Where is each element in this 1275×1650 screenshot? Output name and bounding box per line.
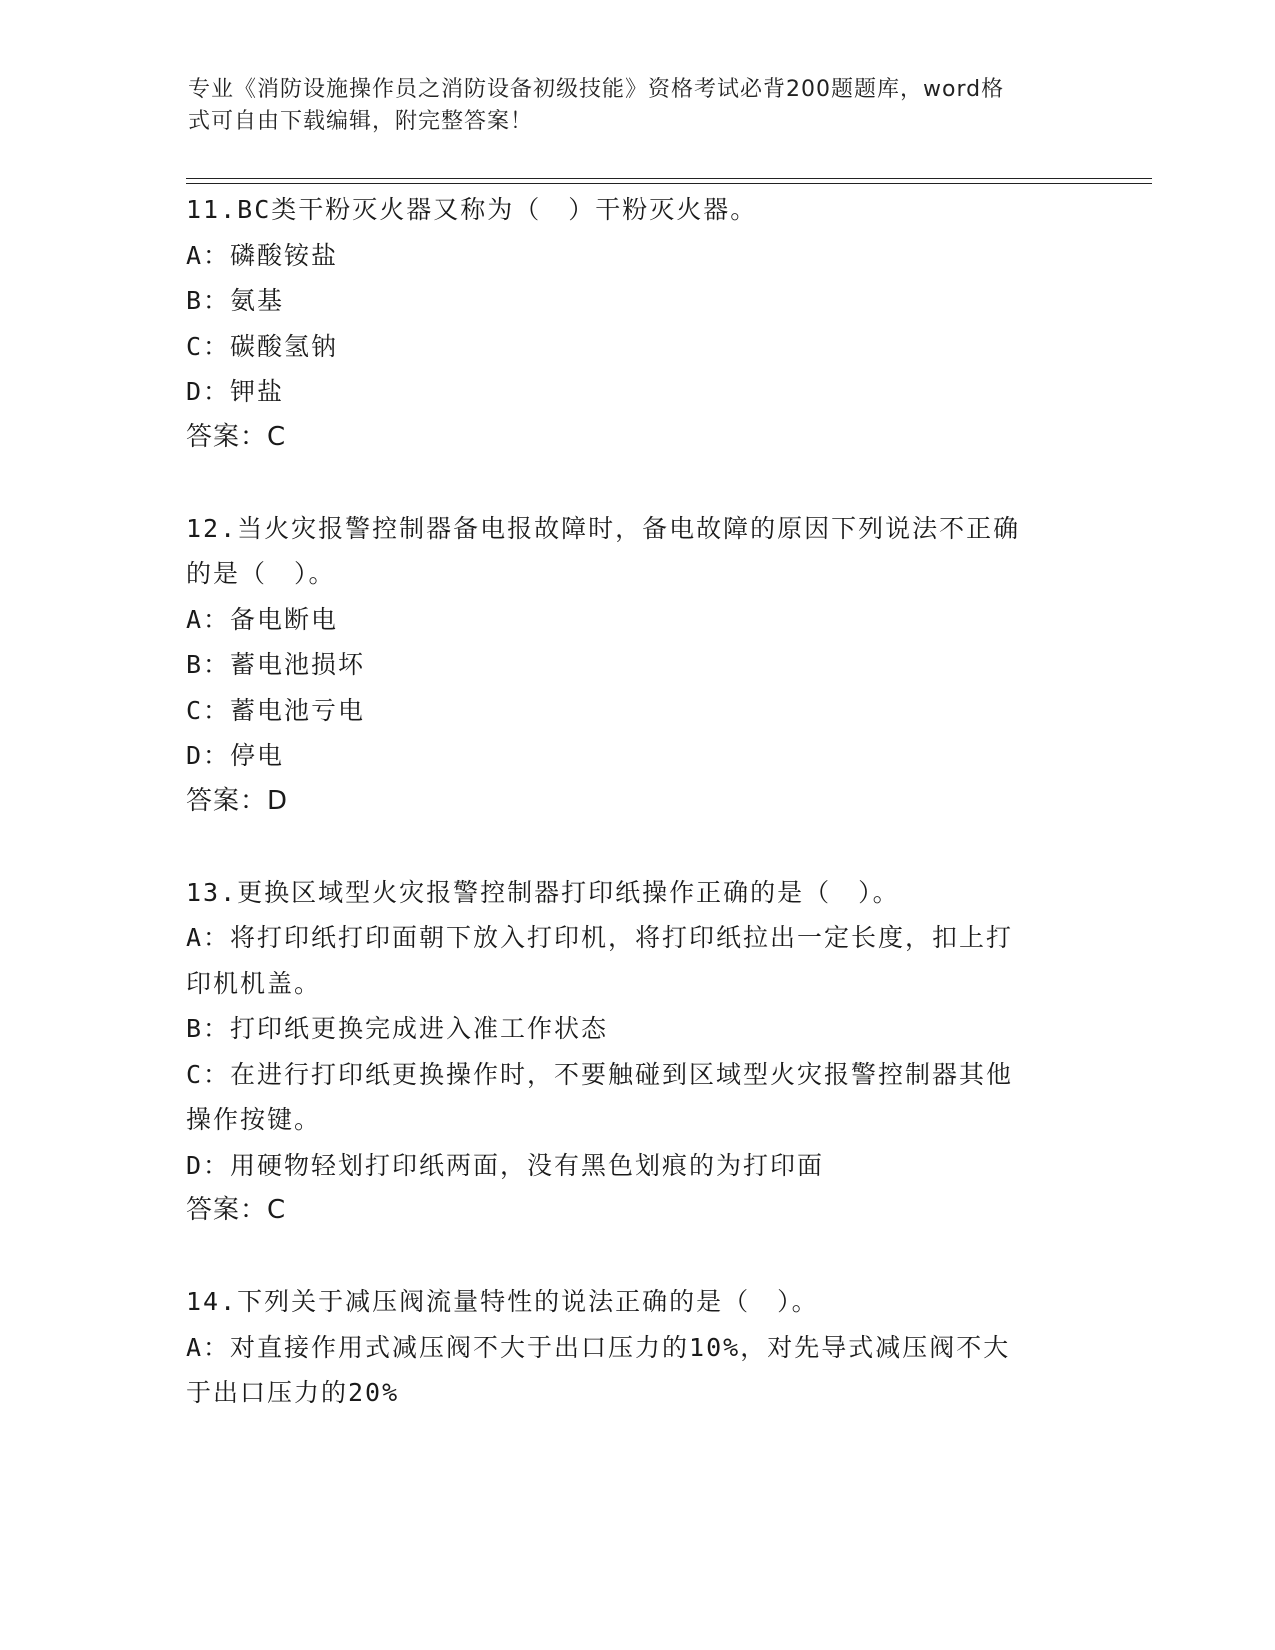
question-stem: 13.更换区域型火灾报警控制器打印纸操作正确的是（ ）。 [186, 877, 900, 907]
option-b: B：蓄电池损坏 [186, 650, 366, 679]
spacer [186, 460, 1086, 506]
option-c: C：蓄电池亏电 [186, 695, 366, 725]
option-c: C：在进行打印纸更换操作时，不要触碰到区域型火灾报警控制器其他 [186, 1059, 1014, 1089]
answer: 答案：D [186, 785, 289, 816]
option-b: B：氨基 [186, 286, 285, 315]
option-c: C：碳酸氢钠 [186, 331, 339, 361]
header-line-1: 专业《消防设施操作员之消防设备初级技能》资格考试必背200题题库，word格 [188, 77, 1005, 102]
question-stem: 11.BC类干粉灭火器又称为（ ）干粉灭火器。 [186, 195, 758, 224]
option-a-continued: 于出口压力的20% [186, 1378, 400, 1407]
header-divider-bottom [186, 183, 1152, 184]
option-a-continued: 印机机盖。 [186, 968, 322, 998]
answer: 答案：C [186, 1195, 287, 1225]
spacer [186, 1234, 1086, 1280]
question-stem: 14.下列关于减压阀流量特性的说法正确的是（ ）。 [186, 1287, 819, 1316]
option-a: A：将打印纸打印面朝下放入打印机，将打印纸拉出一定长度，扣上打 [186, 923, 1014, 952]
question-14 [186, 1279, 1086, 1416]
question-13 [186, 870, 1086, 1234]
option-a: A：备电断电 [186, 604, 339, 634]
header-divider-top [186, 178, 1152, 179]
option-d: D：停电 [186, 741, 285, 770]
option-a: A：磷酸铵盐 [186, 240, 339, 270]
question-12 [186, 506, 1086, 825]
question-stem-continued: 的是（ ）。 [186, 559, 336, 588]
header-line-2: 式可自由下载编辑，附完整答案！ [188, 109, 534, 134]
spacer [186, 824, 1086, 870]
question-11 [186, 187, 1086, 460]
question-list [186, 187, 1086, 1416]
option-a: A：对直接作用式减压阀不大于出口压力的10%，对先导式减压阀不大 [186, 1332, 1011, 1362]
option-c-continued: 操作按键。 [186, 1105, 322, 1134]
document-header [188, 74, 1068, 138]
answer: 答案：C [186, 421, 287, 452]
option-b: B：打印纸更换完成进入准工作状态 [186, 1014, 609, 1043]
question-stem: 12.当火灾报警控制器备电报故障时，备电故障的原因下列说法不正确 [186, 513, 1021, 543]
option-d: D：钾盐 [186, 377, 285, 406]
option-d: D：用硬物轻划打印纸两面，没有黑色划痕的为打印面 [186, 1150, 825, 1180]
